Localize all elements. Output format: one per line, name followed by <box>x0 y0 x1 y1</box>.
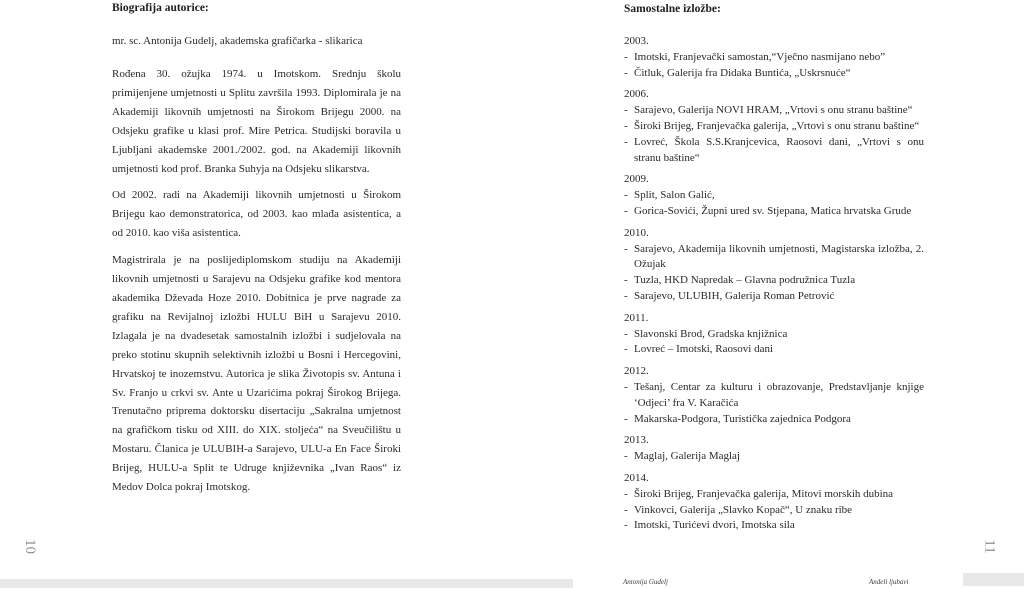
exhibition-entry: - Sarajevo, Galerija NOVI HRAM, „Vrtovi s onu stranu baštine“ <box>624 103 924 119</box>
exhibition-year: 2013. <box>624 434 649 447</box>
exhibition-entry: - Imotski, Turićevi dvori, Imotska sila <box>624 518 924 534</box>
exhibition-entry: - Maglaj, Galerija Maglaj <box>624 449 924 465</box>
exhibition-entry: - Sarajevo, ULUBIH, Galerija Roman Petrović <box>624 289 924 305</box>
exhibition-entry: - Tuzla, HKD Napredak – Glavna podružnica Tuzla <box>624 273 924 289</box>
page-number-right: 11 <box>981 539 998 554</box>
footer-author-caption: Antonija Gudelj <box>623 578 668 586</box>
exhibition-entry: - Široki Brijeg, Franjevačka galerija, „Vrtovi s onu stranu baštine“ <box>624 119 924 135</box>
exhibition-year: 2006. <box>624 88 649 101</box>
exhibition-entry: - Slavonski Brod, Gradska knjižnica <box>624 327 924 343</box>
biography-paragraph: Od 2002. radi na Akademiji likovnih umjetnosti u Širokom Brijegu kao demonstratorica, od 2003. kao mlađa asistentica, a od 2010. kao viša asistentica. <box>112 189 401 240</box>
exhibition-entry: - Makarska-Podgora, Turistička zajednica Podgora <box>624 412 924 428</box>
exhibition-year-block <box>624 226 924 305</box>
exhibition-year: 2003. <box>624 35 649 47</box>
exhibition-entry: - Široki Brijeg, Franjevačka galerija, Mitovi morskih dubina <box>624 487 924 503</box>
exhibition-entries <box>624 327 924 359</box>
exhibition-entry: - Lovreć, Škola S.S.Kranjcevica, Raosovi dani, „Vrtovi s onu stranu baštine“ <box>624 135 924 167</box>
exhibition-year-block <box>624 311 924 358</box>
exhibition-year-block <box>624 172 924 219</box>
exhibition-entry: - Čitluk, Galerija fra Didaka Buntića, „Uskrsnuće“ <box>624 66 924 82</box>
biography-heading: Biografija autorice: <box>112 2 209 14</box>
exhibition-year-block <box>624 433 924 465</box>
exhibitions-list <box>624 34 924 540</box>
exhibition-entries <box>624 50 924 82</box>
biography-text <box>112 65 401 505</box>
exhibition-year: 2009. <box>624 173 649 186</box>
exhibition-entry: - Vinkovci, Galerija „Slavko Kopač“, U znaku ribe <box>624 503 924 519</box>
exhibition-year: 2012. <box>624 365 649 378</box>
exhibition-year: 2010. <box>624 226 649 239</box>
footer-title-caption: Andeli ljubavi <box>869 578 909 586</box>
exhibition-entries <box>624 103 924 166</box>
footer-bar-right <box>963 573 1024 586</box>
page-number-left: 10 <box>22 539 38 554</box>
author-title: mr. sc. Antonija Gudelj, akademska grafičarka - slikarica <box>112 35 363 47</box>
exhibition-entries <box>624 242 924 305</box>
exhibition-entry: - Split, Salon Galić, <box>624 188 924 204</box>
exhibitions-heading: Samostalne izložbe: <box>624 3 721 15</box>
biography-paragraph: Magistrirala je na poslijediplomskom studiju na Akademiji likovnih umjetnosti u Sarajevu na Odsjeku grafike kod mentora akademika Dževada Hoze 2010. Dobitnica je prve nagrade za grafiku na Revijalnoj izložbi HULU BiH u Sarajevu 2010. Izlagala je na dvadesetak samostalnih izložbi i sudjelovala na preko stotinu skupnih selektivnih izložbi u Bosni i Hercegovini, Hrvatskoj te inozemstvu. Autorica je slika Životopis sv. Antuna i Sv. Franjo u crkvi sv. Ante u Uzarićima pokraj Širokog Brijega. Trenutačno priprema doktorsku disertaciju „Sakralna umjetnost na grafičkom tisku od XIII. do XIX. stoljeća“ na Sveučilištu u Mostaru. Članica je ULUBIH-a Sarajevo, ULU-a En Face Široki Brijeg, HULU-a Split te Udruge književnika „Ivan Raos“ iz Medov Dolca pokraj Imotskog. <box>112 254 401 494</box>
exhibition-year: 2014. <box>624 471 649 484</box>
exhibition-year: 2011. <box>624 311 649 324</box>
exhibition-entries <box>624 188 924 220</box>
footer-bar-left <box>0 579 573 588</box>
exhibition-entries <box>624 487 924 534</box>
exhibition-entry: - Sarajevo, Akademija likovnih umjetnosti, Magistarska izložba, 2. Ožujak <box>624 242 924 274</box>
right-page <box>512 0 1024 589</box>
exhibition-entry: - Lovreć – Imotski, Raosovi dani <box>624 342 924 358</box>
exhibition-entry: - Imotski, Franjevački samostan,“Vječno nasmijano nebo” <box>624 50 924 66</box>
exhibition-year-block <box>624 87 924 166</box>
exhibition-year-block <box>624 364 924 427</box>
exhibition-year-block <box>624 471 924 534</box>
biography-paragraph: Rođena 30. ožujka 1974. u Imotskom. Srednju školu primijenjene umjetnosti u Splitu završila 1993. Diplomirala je na Akademiji likovnih umjetnosti na Širokom Brijegu 2000. na Odsjeku grafike u klasi prof. Mire Petrica. Studijski boravila u Ljubljani akademske 2001./2002. god. na Akademiji likovnih umjetnosti kod prof. Branka Suhyja na Odsjeku slikarstva. <box>112 68 401 175</box>
exhibition-entries <box>624 449 924 465</box>
exhibition-entry: - Gorica-Sovići, Župni ured sv. Stjepana, Matica hrvatska Grude <box>624 204 924 220</box>
exhibition-entry: - Tešanj, Centar za kulturu i obrazovanje, Predstavljanje knjige ‘Odjeci’ fra V. Karačića <box>624 380 924 412</box>
exhibition-entries <box>624 380 924 427</box>
exhibition-year-block <box>624 34 924 81</box>
